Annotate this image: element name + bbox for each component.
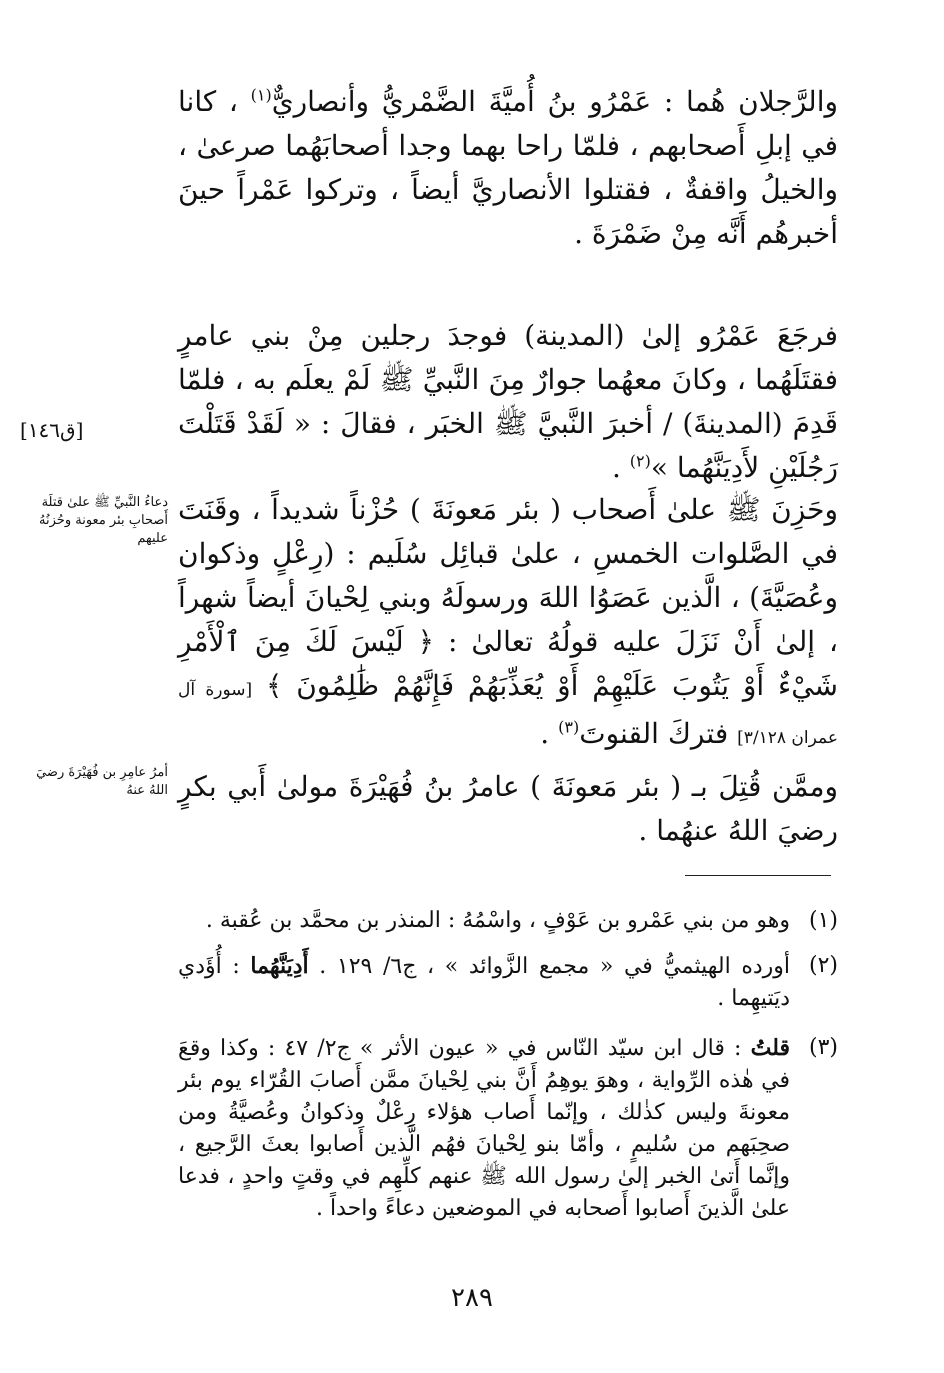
footnote-text — [178, 950, 790, 1015]
paragraph-amr-returns — [178, 314, 838, 490]
footnote-body: : قال ابن سيّد النّاس في « عيون الأثر » ج٢/ ٤٧ : وكذا وقعَ في هٰذه الرِّواية ، وهوَ يوهِمُ أَنَّ بني لِحْيانَ ممَّن أَصابَ القُرّاء يوم بئر معونةَ وليس كذٰلك ، وإنّما أَصاب هؤلاء رِعْلٌ وذكوانُ وعُصيَّةُ ومن صحِبَهم من سُليمٍ ، وأمّا بنو لِحْيانَ فهُم الَّذين أَصابوا بعثَ الرَّجيع ، وإنَّما أَتىٰ الخبر إلىٰ رسول الله ﷺ عنهم كلِّهِم في وقتٍ واحدٍ ، فدعا علىٰ الَّذينَ أَصابوا أَصحابه في الموضعين دعاءً واحداً . — [178, 1036, 790, 1221]
paragraph-text: ، كانا في إبلِ أَصحابهم ، فلمّا راحا بهما وجدا أصحابَهُما صرعىٰ ، والخيلُ واقفةٌ ، فقتلوا الأنصاريَّ أيضاً ، وتركوا عَمْراً حينَ أخبرهُم أَنَّه مِنْ ضَمْرَةَ . — [178, 85, 838, 250]
margin-note-amir: أمرُ عامِرِ بن فُهَيْرَةَ رضيَ اللهُ عنهُ — [36, 765, 168, 798]
paragraph-two-men — [178, 80, 838, 256]
footnote-number: (٣) — [808, 1035, 838, 1060]
paragraph-text: وحَزِنَ ﷺ علىٰ أَصحاب ( بئر مَعونَةَ ) حُزْناً شديداً ، وقَنَتَ في الصَّلوات الخمسِ ، علىٰ قبائِل سُلَيم : (رِعْلٍ وذكوان وعُصَيَّةَ) ، الَّذين عَصَوُا اللهَ ورسولَهُ وبني لِحْيانَ أيضاً شهراً ، إلىٰ أَنْ نَزَلَ عليه قولُهُ تعالىٰ : ﴿ لَيْسَ لَكَ مِنَ ٱلْأَمْرِ شَيْءٌ أَوْ يَتُوبَ عَلَيْهِمْ أَوْ يُعَذِّبَهُمْ فَإِنَّهُمْ ظَٰلِمُونَ ﴾ — [178, 493, 838, 702]
quran-reference: [سورة آل عمران ٣/١٢٨] — [178, 680, 838, 748]
footnote-number: (٢) — [808, 953, 838, 978]
footnote-number: (١) — [808, 908, 838, 933]
footnote-body: : أُؤَدي ديَتيهِما . — [178, 954, 790, 1011]
footnote-marker-2[interactable]: (٢) — [629, 451, 651, 471]
paragraph-text: . — [611, 451, 630, 484]
paragraph-text: فرجَعَ عَمْرُو إلىٰ (المدينة) فوجدَ رجلين مِنْ بني عامرٍ فقتَلَهُما ، وكانَ معهُما جوارٌ مِنَ النَّبيِّ ﷺ لَمْ يعلَم به ، فلمّا قَدِمَ (المدينةَ) / أخبرَ النَّبيَّ ﷺ الخبَر ، فقالَ : « لَقَدْ قَتَلْتَ رَجُلَيْنِ لأَدِيَنَّهُما » — [178, 319, 838, 484]
footnote-marker-1[interactable]: (١) — [250, 85, 272, 105]
footnote-text — [178, 1032, 790, 1225]
paragraph-text: فتركَ القنوتَ — [579, 717, 738, 750]
footnote-keyword: أَدِيَنَّهُما — [250, 953, 309, 979]
footnote-keyword: قلتُ — [750, 1035, 791, 1061]
paragraph-qunut — [178, 488, 838, 760]
page-number: ٢٨٩ — [451, 1283, 493, 1313]
margin-note-prayer: دعاءُ النَّبيِّ ﷺ علىٰ قتلَة أَصحابِ بئر معونة وحُزنُهُ عليهم — [39, 495, 168, 546]
footnote-body: أورده الهيثميُّ في « مجمع الزَّوائد » ، ج٦/ ١٢٩ . — [308, 954, 791, 979]
paragraph-text: والرَّجلان هُما : عَمْرُو بنُ أُميَّةَ الضَّمْريُّ وأنصاريٌّ — [271, 85, 838, 118]
paragraph-text: . — [540, 717, 559, 750]
footnote-2 — [178, 950, 838, 1015]
manuscript-page-marker: [ق١٤٦] — [20, 418, 84, 442]
paragraph-amir-ibn-fuhayra — [178, 765, 838, 853]
footnote-body: وهو من بني عَمْرو بن عَوْفٍ ، واسْمُهُ : المنذر بن محمَّد بن عُقبة . — [205, 908, 790, 933]
paragraph-text: وممَّن قُتِلَ بـ ( بئر مَعونَةَ ) عامرُ بنُ فُهَيْرَةَ مولىٰ أَبي بكرٍ رضيَ اللهُ عنهُما . — [178, 770, 838, 847]
footnote-1 — [178, 905, 838, 937]
footnote-3 — [178, 1032, 838, 1225]
footnote-text — [178, 905, 790, 937]
footnote-marker-3[interactable]: (٣) — [558, 717, 580, 737]
footnote-divider — [685, 875, 831, 876]
